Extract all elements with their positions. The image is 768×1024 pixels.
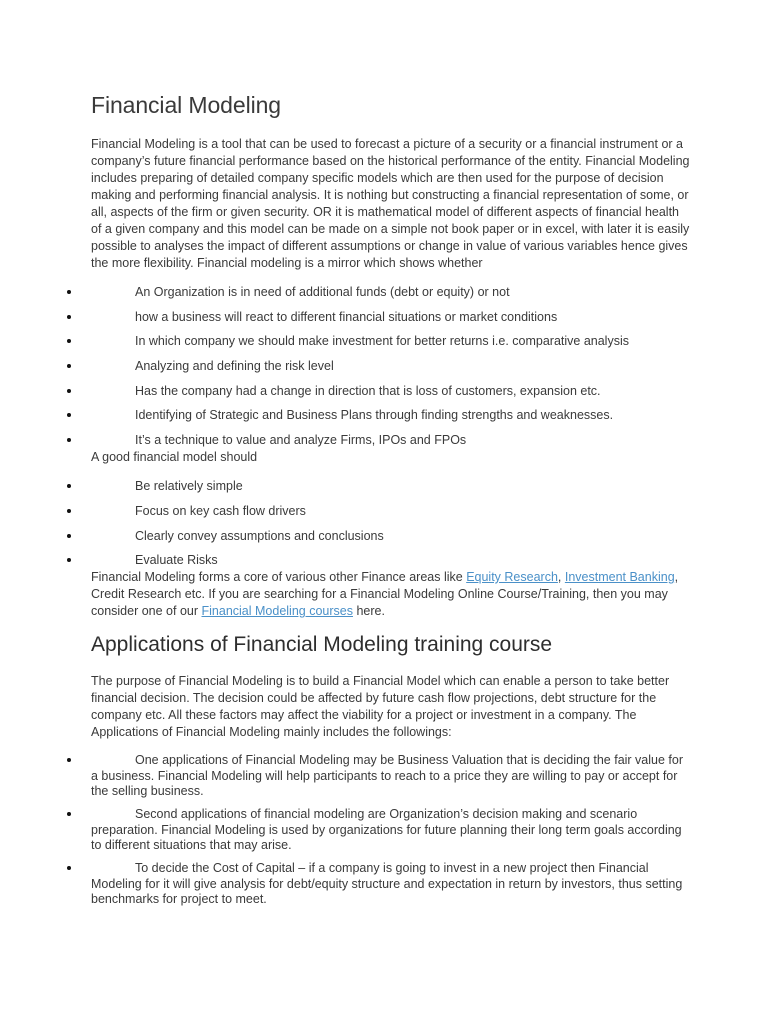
intro-paragraph: Financial Modeling is a tool that can be used to forecast a picture of a security or a financial instrument or a company’s future financial performance based on the historical performance of the entity. Financial Modeling includes preparing of detailed company specific models which are then used for the purpose of decision making and performing financial analysis. It is nothing but constructing a financial representation of some, or all, aspects of the firm or given security. OR it is mathematical model of different aspects of financial health of a given company and this model can be made on a simple not book paper or in excel, with later it is easily possible to analyses the impact of different assumptions or change in value of various variables hence gives the more flexibility. Financial modeling is a mirror which shows whether bbox=[91, 137, 690, 270]
bullet-icon bbox=[67, 558, 71, 562]
list-item: Analyzing and defining the risk level bbox=[91, 358, 691, 375]
page-title: Financial Modeling bbox=[91, 92, 281, 118]
applications-bullet-list bbox=[91, 753, 691, 908]
closing-paragraph: Financial Modeling forms a core of various other Finance areas like Equity Research, Investment Banking, Credit Research etc. If you are searching for a Financial Modeling Online Course/Training, then you may consider one of our Financial Modeling courses here. bbox=[91, 570, 679, 619]
bullet-icon bbox=[67, 484, 71, 488]
list-item: how a business will react to different financial situations or market conditions bbox=[91, 309, 691, 326]
bullet-icon bbox=[67, 758, 71, 762]
applications-intro-paragraph: The purpose of Financial Modeling is to build a Financial Model which can enable a person to take better financial decision. The decision could be affected by future cash flow projections, debt structure for the company etc. All these factors may affect the viability for a project or investment in a company. The Applications of Financial Modeling mainly includes the followings: bbox=[91, 674, 670, 740]
bullet-icon bbox=[67, 315, 71, 319]
good-model-intro: A good financial model should bbox=[91, 450, 258, 465]
list-item: To decide the Cost of Capital – if a company is going to invest in a new project then Financial Modeling for it will give analysis for debt/equity structure and expectation in return by investors, thus setting benchmarks for project to meet. bbox=[91, 861, 691, 908]
list-item: Identifying of Strategic and Business Plans through finding strengths and weaknesses. bbox=[91, 407, 691, 424]
bullet-icon bbox=[67, 509, 71, 513]
bullet-icon bbox=[67, 413, 71, 417]
list-item: Second applications of financial modeling are Organization’s decision making and scenario preparation. Financial Modeling is used by organizations for future planning their long term goals according to different situations that may arise. bbox=[91, 807, 691, 854]
bullet-icon bbox=[67, 290, 71, 294]
equity-research-link[interactable]: Equity Research bbox=[466, 570, 558, 585]
list-item: Has the company had a change in direction that is loss of customers, expansion etc. bbox=[91, 383, 691, 400]
financial-modeling-courses-link[interactable]: Financial Modeling courses bbox=[201, 604, 353, 619]
bullet-icon bbox=[67, 438, 71, 442]
list-item: It’s a technique to value and analyze Firms, IPOs and FPOs bbox=[91, 432, 691, 449]
bullet-icon bbox=[67, 534, 71, 538]
list-item: Focus on key cash flow drivers bbox=[91, 503, 691, 520]
list-item: Clearly convey assumptions and conclusions bbox=[91, 528, 691, 545]
list-item: An Organization is in need of additional funds (debt or equity) or not bbox=[91, 284, 691, 301]
bullet-icon bbox=[67, 339, 71, 343]
investment-banking-link[interactable]: Investment Banking bbox=[564, 570, 675, 585]
bullet-icon bbox=[67, 389, 71, 393]
section-heading-applications: Applications of Financial Modeling training course bbox=[91, 633, 553, 657]
mirror-bullet-list bbox=[91, 284, 691, 449]
list-item: Be relatively simple bbox=[91, 478, 691, 495]
list-item: In which company we should make investment for better returns i.e. comparative analysis bbox=[91, 333, 691, 350]
list-item: One applications of Financial Modeling may be Business Valuation that is deciding the fair value for a business. Financial Modeling will help participants to reach to a price they are willing to pay or accept for the selling business. bbox=[91, 753, 691, 800]
bullet-icon bbox=[67, 364, 71, 368]
list-item: Evaluate Risks bbox=[91, 552, 691, 569]
bullet-icon bbox=[67, 812, 71, 816]
bullet-icon bbox=[67, 866, 71, 870]
document-content bbox=[91, 88, 691, 915]
good-model-bullet-list bbox=[91, 478, 691, 569]
